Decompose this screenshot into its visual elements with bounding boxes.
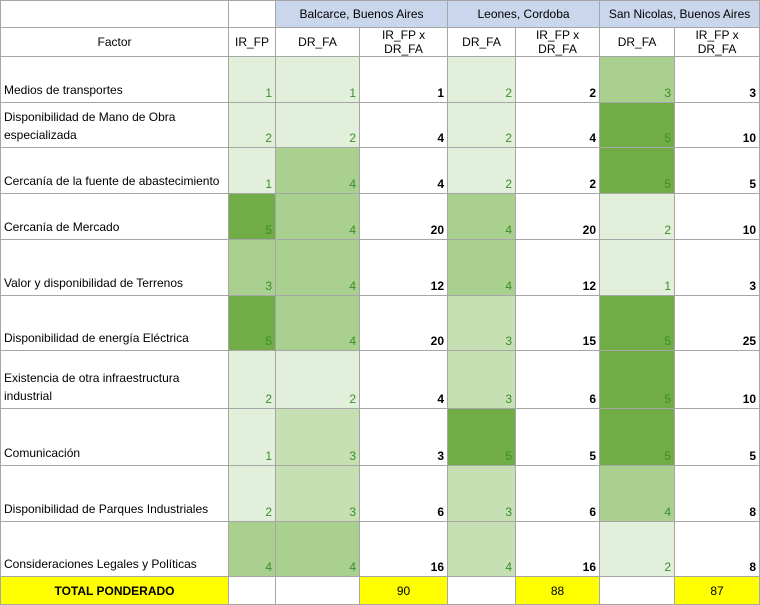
san-nicolas-product-cell: 8 (675, 466, 760, 522)
total-san-nicolas: 87 (675, 577, 760, 605)
leones-dr-fa-cell: 3 (448, 296, 516, 351)
san-nicolas-dr-fa-cell: 2 (600, 194, 675, 240)
ir-fp-cell: 1 (229, 148, 276, 194)
table-row (1, 409, 760, 466)
balcarce-product-cell: 20 (360, 194, 448, 240)
san-nicolas-dr-fa-cell: 5 (600, 103, 675, 148)
leones-product-cell: 2 (516, 57, 600, 103)
balcarce-product-cell: 4 (360, 351, 448, 409)
san-nicolas-dr-fa-cell: 4 (600, 466, 675, 522)
total-blank-cell (448, 577, 516, 605)
san-nicolas-product-cell: 25 (675, 296, 760, 351)
table-row (1, 240, 760, 296)
balcarce-dr-fa-cell: 4 (276, 148, 360, 194)
ir-fp-cell: 2 (229, 351, 276, 409)
table-row (1, 103, 760, 148)
leones-dr-fa-cell: 4 (448, 240, 516, 296)
balcarce-dr-fa-cell: 2 (276, 103, 360, 148)
ir-fp-cell: 1 (229, 57, 276, 103)
factor-cell: Valor y disponibilidad de Terrenos (1, 240, 229, 296)
total-blank-cell (276, 577, 360, 605)
balcarce-dr-fa-cell: 4 (276, 296, 360, 351)
leones-dr-fa-cell: 3 (448, 466, 516, 522)
leones-dr-fa-cell: 5 (448, 409, 516, 466)
group-header-leones: Leones, Cordoba (448, 1, 600, 28)
table-row (1, 296, 760, 351)
balcarce-product-cell: 1 (360, 57, 448, 103)
balcarce-product-cell: 4 (360, 103, 448, 148)
san-nicolas-product-cell: 8 (675, 522, 760, 577)
factor-cell: Cercanía de Mercado (1, 194, 229, 240)
balcarce-product-cell: 4 (360, 148, 448, 194)
ir-fp-cell: 5 (229, 296, 276, 351)
factor-cell: Cercanía de la fuente de abastecimiento (1, 148, 229, 194)
san-nicolas-dr-fa-cell: 2 (600, 522, 675, 577)
table-row (1, 194, 760, 240)
san-nicolas-product-cell: 3 (675, 57, 760, 103)
ir-fp-cell: 5 (229, 194, 276, 240)
leones-product-cell: 5 (516, 409, 600, 466)
san-nicolas-dr-fa-cell: 5 (600, 351, 675, 409)
san-nicolas-product-cell: 10 (675, 194, 760, 240)
column-header-dr-fa: DR_FA (276, 28, 360, 57)
column-header-ir-fp: IR_FP (229, 28, 276, 57)
factor-cell: Medios de transportes (1, 57, 229, 103)
factor-cell: Consideraciones Legales y Políticas (1, 522, 229, 577)
corner-blank-cell (229, 1, 276, 28)
table-row (1, 522, 760, 577)
balcarce-dr-fa-cell: 4 (276, 522, 360, 577)
ir-fp-cell: 4 (229, 522, 276, 577)
leones-dr-fa-cell: 4 (448, 194, 516, 240)
balcarce-product-cell: 3 (360, 409, 448, 466)
san-nicolas-dr-fa-cell: 5 (600, 409, 675, 466)
leones-dr-fa-cell: 2 (448, 57, 516, 103)
balcarce-product-cell: 16 (360, 522, 448, 577)
total-label: TOTAL PONDERADO (1, 577, 229, 605)
san-nicolas-product-cell: 10 (675, 103, 760, 148)
column-header-factor: Factor (1, 28, 229, 57)
balcarce-dr-fa-cell: 4 (276, 194, 360, 240)
leones-product-cell: 2 (516, 148, 600, 194)
ir-fp-cell: 3 (229, 240, 276, 296)
san-nicolas-product-cell: 5 (675, 409, 760, 466)
balcarce-dr-fa-cell: 1 (276, 57, 360, 103)
table-row (1, 57, 760, 103)
balcarce-product-cell: 6 (360, 466, 448, 522)
leones-dr-fa-cell: 3 (448, 351, 516, 409)
balcarce-product-cell: 12 (360, 240, 448, 296)
leones-dr-fa-cell: 2 (448, 103, 516, 148)
leones-dr-fa-cell: 2 (448, 148, 516, 194)
factor-cell: Disponibilidad de Mano de Obra especializada (1, 103, 229, 148)
san-nicolas-dr-fa-cell: 5 (600, 296, 675, 351)
table-row (1, 351, 760, 409)
table-row (1, 148, 760, 194)
san-nicolas-dr-fa-cell: 1 (600, 240, 675, 296)
factor-cell: Comunicación (1, 409, 229, 466)
column-header-product: IR_FP x DR_FA (675, 28, 760, 57)
factor-cell: Disponibilidad de Parques Industriales (1, 466, 229, 522)
leones-product-cell: 20 (516, 194, 600, 240)
ir-fp-cell: 2 (229, 466, 276, 522)
column-header-product: IR_FP x DR_FA (516, 28, 600, 57)
ir-fp-cell: 2 (229, 103, 276, 148)
balcarce-dr-fa-cell: 3 (276, 466, 360, 522)
total-blank-cell (229, 577, 276, 605)
leones-product-cell: 6 (516, 351, 600, 409)
column-header-dr-fa: DR_FA (448, 28, 516, 57)
leones-product-cell: 6 (516, 466, 600, 522)
leones-product-cell: 4 (516, 103, 600, 148)
column-header-product: IR_FP x DR_FA (360, 28, 448, 57)
table-row (1, 466, 760, 522)
factor-cell: Existencia de otra infraestructura industrial (1, 351, 229, 409)
total-balcarce: 90 (360, 577, 448, 605)
leones-product-cell: 16 (516, 522, 600, 577)
balcarce-dr-fa-cell: 4 (276, 240, 360, 296)
san-nicolas-dr-fa-cell: 3 (600, 57, 675, 103)
group-header-san-nicolas: San Nicolas, Buenos Aires (600, 1, 760, 28)
leones-dr-fa-cell: 4 (448, 522, 516, 577)
total-row (1, 577, 760, 605)
total-leones: 88 (516, 577, 600, 605)
balcarce-dr-fa-cell: 2 (276, 351, 360, 409)
balcarce-dr-fa-cell: 3 (276, 409, 360, 466)
san-nicolas-dr-fa-cell: 5 (600, 148, 675, 194)
factor-cell: Disponibilidad de energía Eléctrica (1, 296, 229, 351)
leones-product-cell: 15 (516, 296, 600, 351)
san-nicolas-product-cell: 5 (675, 148, 760, 194)
san-nicolas-product-cell: 3 (675, 240, 760, 296)
total-blank-cell (600, 577, 675, 605)
ir-fp-cell: 1 (229, 409, 276, 466)
leones-product-cell: 12 (516, 240, 600, 296)
corner-blank-cell (1, 1, 229, 28)
san-nicolas-product-cell: 10 (675, 351, 760, 409)
column-header-dr-fa: DR_FA (600, 28, 675, 57)
group-header-balcarce: Balcarce, Buenos Aires (276, 1, 448, 28)
balcarce-product-cell: 20 (360, 296, 448, 351)
